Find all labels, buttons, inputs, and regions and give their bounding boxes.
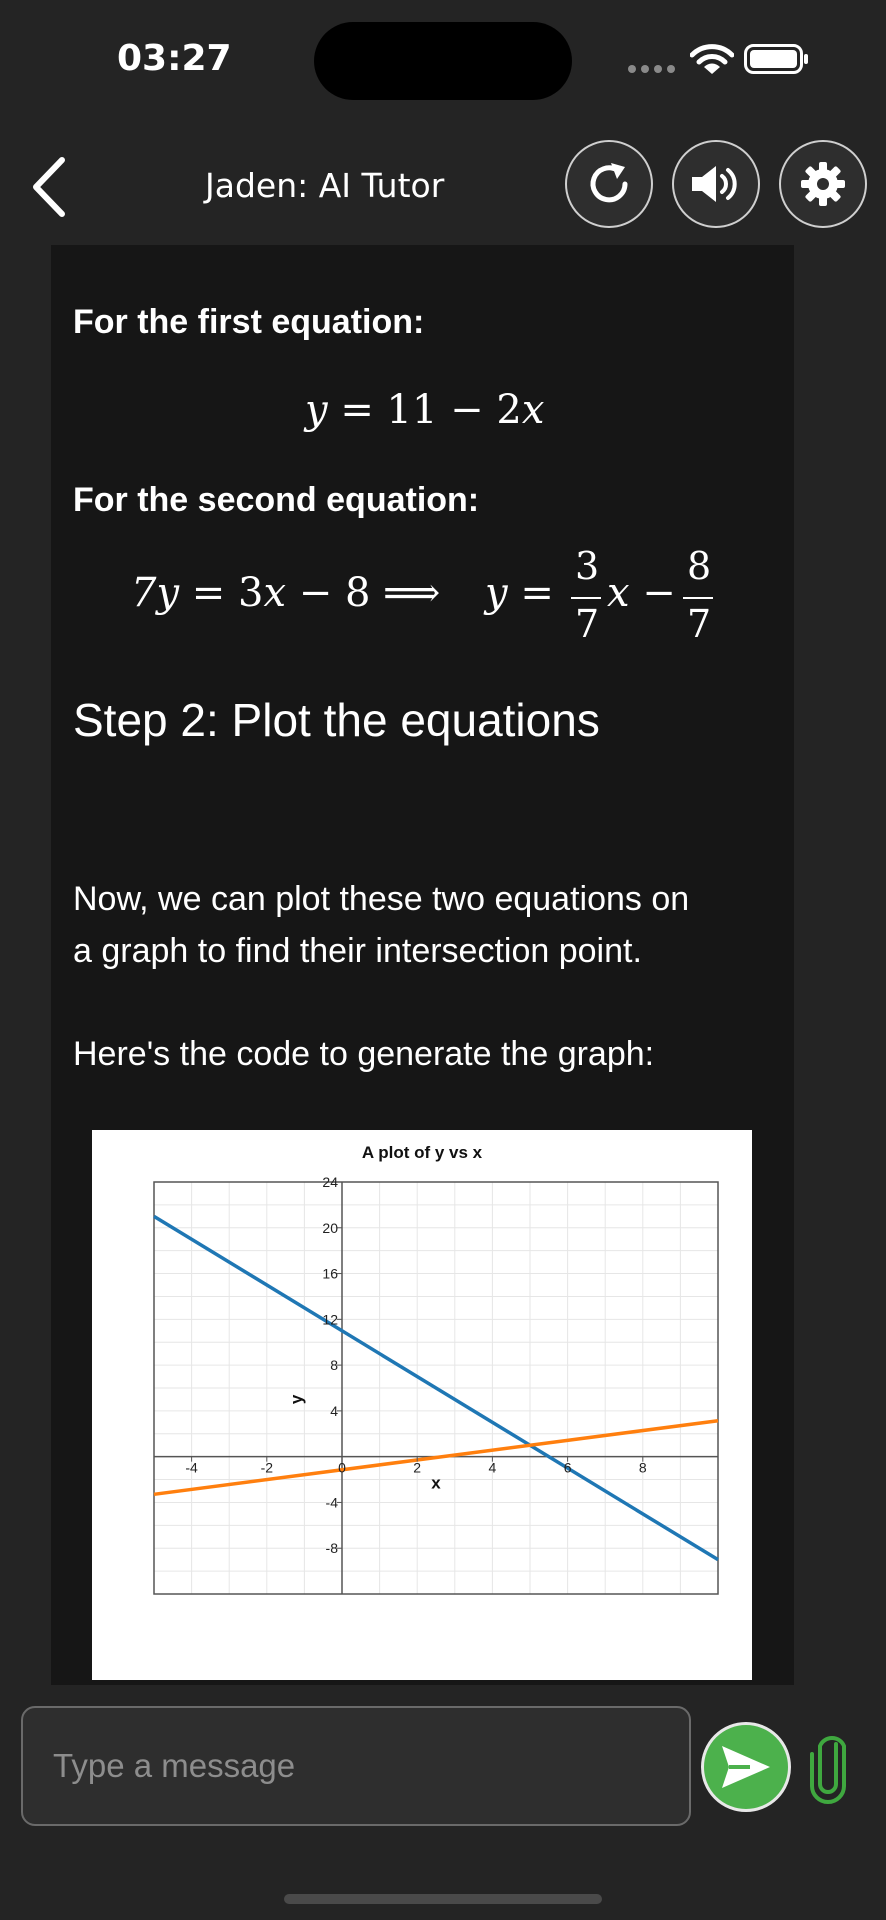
y-tick-label: 24 [322, 1174, 338, 1190]
paragraph-line-1: Now, we can plot these two equations on [73, 880, 690, 918]
status-bar [0, 0, 886, 120]
signal-dots-icon [628, 64, 676, 74]
paperclip-icon[interactable] [810, 1730, 846, 1804]
message-input-row [0, 1700, 886, 1830]
y-tick-label: 4 [330, 1402, 338, 1419]
home-indicator [284, 1894, 602, 1904]
x-tick-label: 2 [413, 1459, 422, 1476]
y-tick-label: 12 [322, 1311, 338, 1328]
x-tick-label: -2 [260, 1459, 274, 1476]
page-title: Jaden: AI Tutor [205, 166, 445, 205]
refresh-button[interactable] [565, 140, 653, 228]
settings-button[interactable] [779, 140, 867, 228]
x-axis-label: x [431, 1473, 441, 1493]
wifi-icon [690, 44, 734, 76]
message-panel [51, 245, 794, 1685]
y-tick-label: -8 [325, 1540, 338, 1557]
y-tick-label: 20 [322, 1219, 338, 1236]
line-chart [92, 1130, 752, 1680]
speaker-button[interactable] [672, 140, 760, 228]
send-button[interactable] [701, 1722, 791, 1812]
y-axis-label: y [287, 1394, 306, 1405]
paragraph-line-2: a graph to find their intersection point. [73, 932, 642, 970]
paragraph-code: Here's the code to generate the graph: [73, 1035, 655, 1073]
x-tick-label: 8 [638, 1459, 647, 1476]
second-equation-heading: For the second equation: [73, 481, 480, 519]
app-header [0, 140, 886, 236]
speaker-icon [688, 160, 744, 208]
y-tick-label: -4 [325, 1494, 338, 1511]
dynamic-island [314, 22, 572, 100]
x-tick-label: -4 [185, 1459, 198, 1476]
x-tick-label: 0 [338, 1459, 346, 1476]
x-tick-label: 6 [563, 1459, 572, 1476]
message-input[interactable] [21, 1706, 691, 1826]
refresh-icon [585, 160, 633, 208]
send-icon [720, 1744, 772, 1790]
gear-icon [799, 160, 847, 208]
status-time: 03:27 [117, 38, 232, 79]
plot-image [92, 1130, 752, 1680]
y-tick-label: 8 [330, 1357, 338, 1374]
chart-title: A plot of y vs x [361, 1143, 483, 1162]
first-equation-heading: For the first equation: [73, 303, 425, 341]
x-tick-label: 4 [488, 1459, 497, 1476]
battery-icon [744, 44, 810, 74]
second-equation: 7y = 3x − 8 ⟹ y = 3 7 x − 8 7 [131, 544, 712, 646]
y-tick-label: 16 [322, 1265, 338, 1282]
first-equation: y = 11 − 2x [305, 387, 545, 433]
paragraph-intro [73, 873, 773, 977]
step-heading: Step 2: Plot the equations [73, 694, 600, 746]
back-arrow-icon[interactable] [28, 154, 72, 220]
